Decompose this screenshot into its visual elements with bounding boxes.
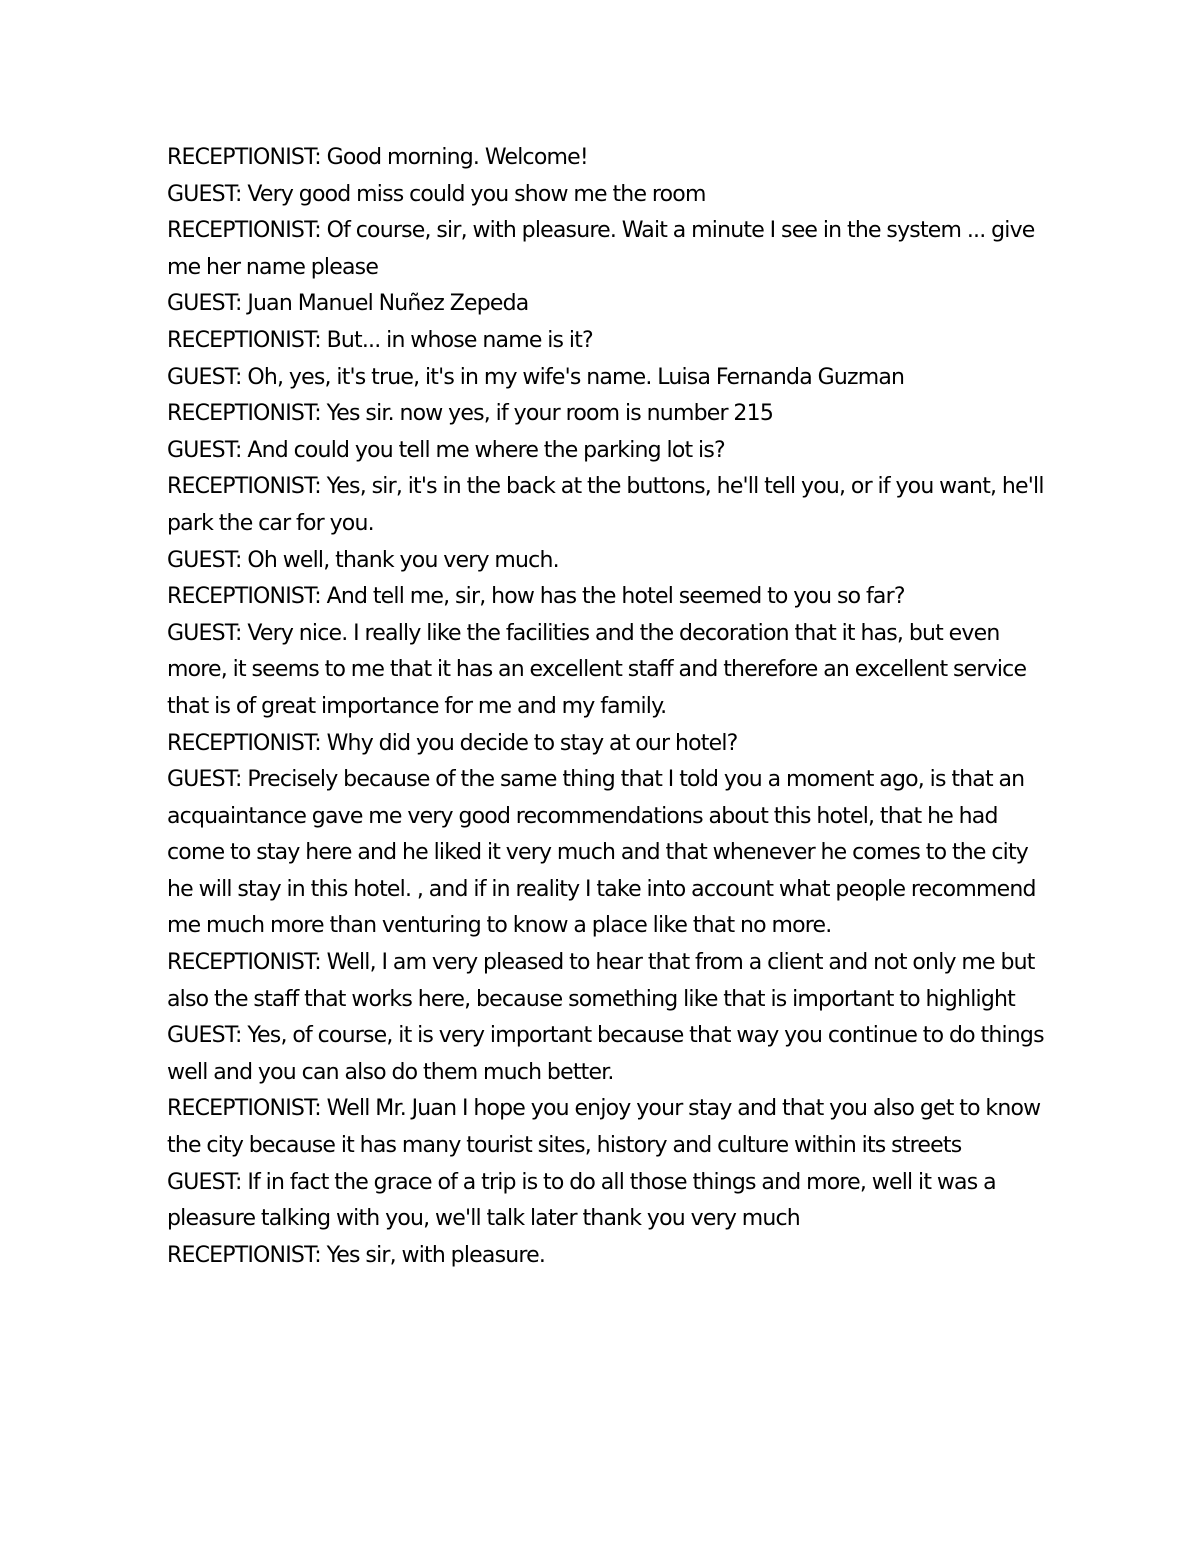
dialogue-line: GUEST: Juan Manuel Nuñez Zepeda [167, 291, 529, 317]
dialogue-line: RECEPTIONIST: Yes sir, with pleasure. [167, 1242, 546, 1268]
dialogue-line: RECEPTIONIST: Yes, sir, it's in the back at the buttons, he'll tell you, or if you want, he'll park the car for you. [167, 474, 1044, 536]
dialogue-line: RECEPTIONIST: Well Mr. Juan I hope you enjoy your stay and that you also get to know the city because it has many tourist sites, history and culture within its streets [167, 1096, 1041, 1159]
dialogue-line: GUEST: And could you tell me where the parking lot is? [167, 437, 725, 463]
dialogue-line: GUEST: Yes, of course, it is very important because that way you continue to do things well and you can also do them much better. [167, 1023, 1044, 1085]
dialogue-line: GUEST: Oh well, thank you very much. [167, 547, 559, 573]
dialogue-line: GUEST: Oh, yes, it's true, it's in my wife's name. Luisa Fernanda Guzman [167, 364, 905, 390]
dialogue-line: RECEPTIONIST: Well, I am very pleased to hear that from a client and not only me but also the staff that works here, because something like that is important to highlight [167, 950, 1035, 1012]
dialogue-line: GUEST: Very good miss could you show me the room [167, 181, 706, 207]
dialogue-line: GUEST: Very nice. I really like the facilities and the decoration that it has, but even more, it seems to me that it has an excellent staff and therefore an excellent service that is of great importance for me and my family. [167, 620, 1027, 719]
dialogue-text [167, 140, 1047, 1274]
dialogue-line: RECEPTIONIST: Of course, sir, with pleasure. Wait a minute I see in the system ... give me her name please [167, 218, 1035, 280]
dialogue-line: RECEPTIONIST: Yes sir. now yes, if your room is number 215 [167, 401, 774, 427]
dialogue-line: RECEPTIONIST: Why did you decide to stay at our hotel? [167, 730, 738, 756]
dialogue-line: GUEST: Precisely because of the same thing that I told you a moment ago, is that an acquaintance gave me very good recommendations about this hotel, that he had come to stay here and he liked it very much and that whenever he comes to the city he will stay in this hotel. , and if in reality I take into account what people recommend me much more than venturing to know a place like that no more. [167, 767, 1036, 939]
dialogue-line: GUEST: If in fact the grace of a trip is to do all those things and more, well it was a pleasure talking with you, we'll talk later thank you very much [167, 1169, 996, 1232]
dialogue-line: RECEPTIONIST: Good morning. Welcome! [167, 145, 588, 170]
dialogue-line: RECEPTIONIST: And tell me, sir, how has the hotel seemed to you so far? [167, 584, 905, 610]
dialogue-line: RECEPTIONIST: But... in whose name is it? [167, 327, 593, 353]
